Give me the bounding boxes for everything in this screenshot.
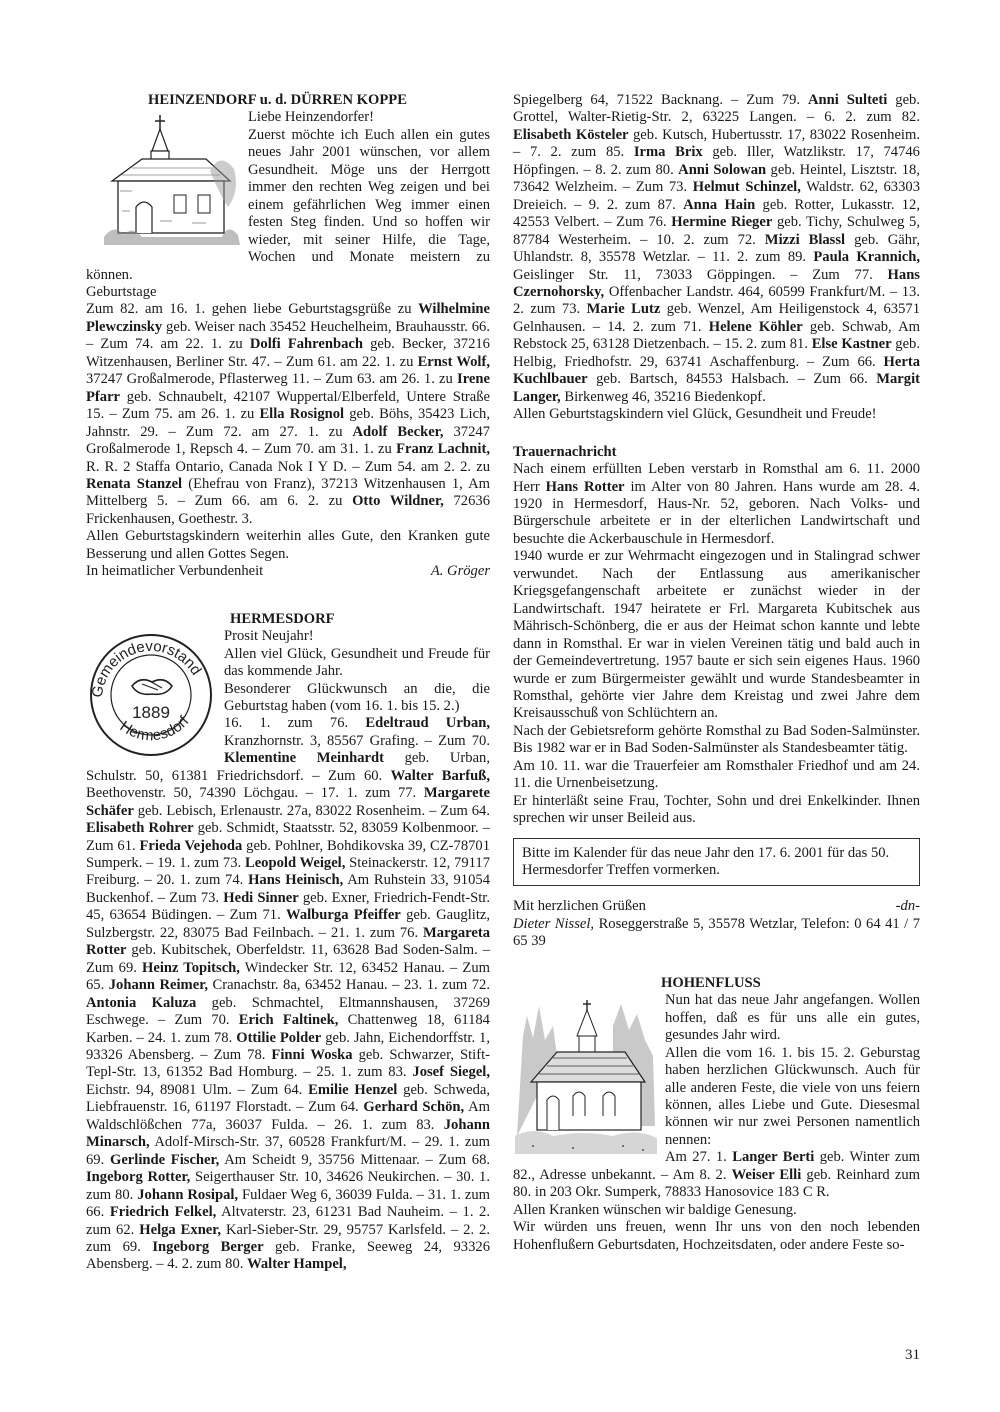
hohenfluss-last: Wir würden uns freuen, wenn Ihr uns von den noch lebenden Hohenflußern Geburtsdaten, Hochzeitsdaten, oder andere Feste so- xyxy=(513,1219,920,1253)
hermesdorf-author: Dieter Nissel, Roseggerstraße 5, 35578 Wetzlar, Telefon: 0 64 41 / 7 65 39 xyxy=(513,915,921,950)
church-illustration-heinzendorf xyxy=(102,111,242,251)
calendar-notice-box xyxy=(513,838,920,887)
heinzendorf-intro: Zuerst möchte ich Euch allen ein gutes neues Jahr 2001 wünschen, vor allem Gesundheit. Möge uns der Herrgott immer den rechten Weg zeigen und bei einem gefährlichen Weg immer einen festen Steg finden. Und so hoffen wir wieder, mit seiner Hilfe, die Tage, Wochen und Monate meistern zu können. xyxy=(86,126,490,283)
hohenfluss-sick: Allen Kranken wünschen wir baldige Genesung. xyxy=(513,1201,797,1218)
hermesdorf-wish: Allen viel Glück, Gesundheit und Freude für das kommende Jahr. xyxy=(224,645,490,680)
hermesdorf-closing: Allen Geburtstagskindern viel Glück, Gesundheit und Freude! xyxy=(513,406,877,423)
hohenfluss-title: HOHENFLUSS xyxy=(661,974,761,991)
heinzendorf-signature-line xyxy=(86,563,490,580)
calendar-notice: Bitte im Kalender für das neue Jahr den 17. 6. 2001 für das 50. Hermesdorfer Treffen vormerken. xyxy=(522,844,890,879)
svg-text:1889: 1889 xyxy=(132,703,170,723)
page-number: 31 xyxy=(905,1347,920,1363)
heinzendorf-birthdays: Zum 82. am 16. 1. gehen liebe Geburtstagsgrüße zu Wilhelmine Plewczinsky geb. Weiser nach 35452 Heuchelheim, Brauhausstr. 66. – Zum 74. am 22. 1. zu Dolfi Fahrenbach geb. Becker, 37216 Witzenhausen, Berliner Str. 47. – Zum 61. am 22. 1. zu Ernst Wolf, 37247 Großalmerode, Pflasterweg 11. – Zum 63. am 26. 1. zu Irene Pfarr geb. Schnaubelt, 42107 Wuppertal/Elberfeld, Untere Straße 15. – Zum 75. am 26. 1. zu Ella Rosignol geb. Böhs, 35423 Lich, Jahnstr. 29. – Zum 72. am 27. 1. zu Adolf Becker, 37247 Großalmerode 1, Repsch 4. – Zum 70. am 31. 1. zu Franz Lachnit, R. R. 2 Staffa Ontario, Canada Nok I Y D. – Zum 54. am 2. 2. zu Renata Stanzel (Ehefrau von Franz), 37213 Witzenhausen 1, Am Mittelberg 5. – Zum 66. am 6. 2. zu Otto Wildner, 72636 Frickenhausen, Goethestr. 3. xyxy=(86,301,490,527)
hohenfluss-p1: Nun hat das neue Jahr angefangen. Wollen hoffen, daß es für uns alle ein gutes, gesundes Jahr wird. xyxy=(665,992,920,1044)
hermesdorf-greeting: Prosit Neujahr! xyxy=(224,628,314,645)
obituary-p1: Nach einem erfüllten Leben verstarb in Romsthal am 6. 11. 2000 Herr Hans Rotter im Alter von 80 Jahren. Hans wurde am 28. 4. 1920 in Hermesdorf, Haus-Nr. 52, geboren. Nach Volks- und Bürgerschule arbeitete er in der elterlichen Landwirtschaft und besuchte die Ackerbauschule in Hermesdorf. xyxy=(513,461,920,547)
hermesdorf-initials: -dn- xyxy=(895,898,920,915)
hermesdorf-birthdays: 16. 1. zum 76. Edeltraud Urban, Kranzhornstr. 3, 85567 Grafing. – Zum 70. Klementine Meinhardt geb. Urban, Schulstr. 50, 61381 Friedrichsdorf. – Zum 60. Walter Barfuß, Beethovenstr. 50, 74390 Löchgau. – 17. 1. zum 77. Margarete Schäfer geb. Lebisch, Erlenaustr. 27a, 83022 Rosenheim. – Zum 64. Elisabeth Rohrer geb. Schmidt, Staatsstr. 52, 83059 Kolbenmoor. – Zum 61. Frieda Vejehoda geb. Pohlner, Bohdikovska 39, CZ-78701 Sumperk. – 19. 1. zum 73. Leopold Weigel, Steinackerstr. 12, 79117 Freiburg. – 20. 1. zum 74. Hans Heinisch, Am Ruhstein 33, 91054 Buckenhof. – Zum 73. Hedi Sinner geb. Exner, Friedrich-Fendt-Str. 45, 63654 Büdingen. – Zum 71. Walburga Pfeiffer geb. Gauglitz, Sulzbergstr. 22, 83075 Bad Feilnbach. – 21. 1. zum 76. Margareta Rotter geb. Kubitschek, Oberfeldstr. 11, 63628 Bad Soden-Salm. – Zum 69. Heinz Topitsch, Windecker Str. 12, 63452 Hanau. – Zum 65. Johann Reimer, Cranachstr. 8a, 63452 Hanau. – 23. 1. zum 72. Antonia Kaluza geb. Schmachtel, Eltmannshausen, 37269 Eschwege. – Zum 70. Erich Faltinek, Chattenweg 18, 61184 Karben. – 24. 1. zum 78. Ottilie Polder geb. Jahn, Eichendorffstr. 1, 93326 Abensberg. – Zum 78. Finni Woska geb. Schwarzer, Stift-Tepl-Str. 13, 61352 Bad Homburg. – 25. 1. zum 83. Josef Siegel, Eichstr. 94, 89081 Ulm. – Zum 64. Emilie Henzel geb. Schweda, Liebfrauenstr. 16, 61197 Florstadt. – Zum 64. Gerhard Schön, Am Waldschlößchen 77a, 36037 Fulda. – 26. 1. zum 83. Johann Minarsch, Adolf-Mirsch-Str. 37, 60528 Frankfurt/M. – 29. 1. zum 69. Gerlinde Fischer, Am Scheidt 9, 35756 Mittenaar. – Zum 68. Ingeborg Rotter, Seigerthauser Str. 10, 34626 Neukirchen. – 30. 1. zum 80. Johann Rosipal, Fuldaer Weg 6, 36039 Fulda. – 31. 1. zum 66. Friedrich Felkel, Altvaterstr. 23, 61231 Bad Nauheim. – 1. 2. zum 62. Helga Exner, Karl-Sieber-Str. 29, 95757 Karlsfeld. – 2. 2. zum 69. Ingeborg Berger geb. Franke, Seeweg 24, 93326 Abensberg. – 4. 2. zum 80. Walter Hampel, xyxy=(86,715,491,1273)
svg-text:Gemeindevorstand: Gemeindevorstand xyxy=(88,638,205,699)
heinzendorf-greeting: Liebe Heinzendorfer! xyxy=(248,109,374,126)
heinzendorf-signature: A. Gröger xyxy=(430,563,490,580)
heinzendorf-title: HEINZENDORF u. d. DÜRREN KOPPE xyxy=(148,92,407,108)
obituary-p5: Er hinterläßt seine Frau, Tochter, Sohn und drei Enkelkinder. Ihnen sprechen wir unser Beileid aus. xyxy=(513,792,920,827)
heinzendorf-farewell: In heimatlicher Verbundenheit xyxy=(86,563,264,580)
hohenfluss-p2: Allen die vom 16. 1. bis 15. 2. Geburstag haben herzlichen Glückwunsch. Auch für alle anderen Feste, die viele von uns feiern können, alles Liebe und Gute. Diesesmal können wir nur zwei Personen namentlich nennen: xyxy=(665,1044,920,1148)
obituary-p4: Am 10. 11. war die Trauerfeier am Romsthaler Friedhof und am 24. 11. die Urnenbeisetzung. xyxy=(513,757,920,792)
hermesdorf-birthdays-continued: Spiegelberg 64, 71522 Backnang. – Zum 79. Anni Sulteti geb. Grottel, Walter-Rietig-Str. 2, 63225 Langen. – 6. 2. zum 82. Elisabeth Kösteler geb. Kutsch, Hubertusstr. 17, 83022 Rosenheim. – 7. 2. zum 85. Irma Brix geb. Iller, Watzlikstr. 17, 74746 Höpfingen. – 8. 2. zum 80. Anni Solowan geb. Heintel, Lisztstr. 18, 73642 Welzheim. – Zum 73. Helmut Schinzel, Waldstr. 62, 63303 Dreieich. – 9. 2. zum 87. Anna Hain geb. Rotter, Lukasstr. 12, 42553 Velbert. – Zum 76. Hermine Rieger geb. Tichy, Schulweg 5, 87784 Westerheim. – 10. 2. zum 72. Mizzi Blassl geb. Gähr, Uhlandstr. 8, 35578 Wetzlar. – 11. 2. zum 89. Paula Krannich, Geislinger Str. 11, 73033 Göppingen. – Zum 77. Hans Czernohorsky, Offenbacher Landstr. 464, 60599 Frankfurt/M. – 13. 2. zum 73. Marie Lutz geb. Wenzel, Am Heiligenstock 4, 63571 Gelnhausen. – 14. 2. zum 71. Helene Köhler geb. Schwab, Am Rebstock 25, 63128 Dietzenbach. – 15. 2. zum 81. Else Kastner geb. Helbig, Friedhofstr. 29, 63741 Aschaffenburg. – Zum 66. Herta Kuchlbauer geb. Bartsch, 84553 Halsbach. – Zum 66. Margit Langer, Birkenweg 46, 35216 Biedenkopf. xyxy=(513,92,921,405)
chapel-illustration-hohenfluss xyxy=(513,996,659,1156)
right-column xyxy=(513,92,920,1254)
hermesdorf-title: HERMESDORF xyxy=(230,610,335,627)
obituary-p3: Nach der Gebietsreform gehörte Romsthal zu Bad Soden-Salmünster. Bis 1982 war er in Bad Soden-Salmünster als Standesbeamter tätig. xyxy=(513,722,920,757)
heinzendorf-birthdays-label: Geburtstage xyxy=(86,283,157,300)
obituary-p2: 1940 wurde er zur Wehrmacht eingezogen und in Stalingrad schwer verwundet. Nach der Entlassung aus amerikanischer Kriegsgefangenschaft arbeitete er zunächst wieder in der Landwirtschaft. 1947 heiratete er Frl. Margareta Kubitschek aus Mährisch-Schönberg, die er aus der Heimat schon kannte und lebte dann in Romsthal. Er war in vielen Vereinen tätig und bald auch in der Gemeindevertretung. 1957 baute er sich sein eigenes Haus. 1960 wurde er zum Bürgermeister gewählt und wurde Standesbeamter in Romsthal, gehörte vier Jahre dem Kreistag und zwei Jahre dem Kreisausschuß von Schlüchtern an. xyxy=(513,548,920,722)
hermesdorf-regards: Mit herzlichen Grüßen xyxy=(513,898,646,915)
heinzendorf-closing: Allen Geburtstagskindern weiterhin alles Gute, den Kranken gute Besserung und allen Gottes Segen. xyxy=(86,528,490,562)
hermesdorf-special: Besonderer Glückwunsch an die, die Geburtstag haben (vom 16. 1. bis 15. 2.) xyxy=(224,680,490,714)
svg-text:Hermesdorf: Hermesdorf xyxy=(116,713,193,745)
hermesdorf-regards-line xyxy=(513,898,920,915)
left-column xyxy=(86,92,490,1274)
hohenfluss-birthdays: Am 27. 1. Langer Berti geb. Winter zum 82., Adresse unbekannt. – Am 8. 2. Weiser Elli geb. Reinhard zum 80. in 203 Okr. Sumperk, 78833 Hanosovice 183 C R. xyxy=(513,1149,920,1201)
community-stamp-seal xyxy=(86,630,216,760)
obituary-title: Trauernachricht xyxy=(513,443,617,460)
